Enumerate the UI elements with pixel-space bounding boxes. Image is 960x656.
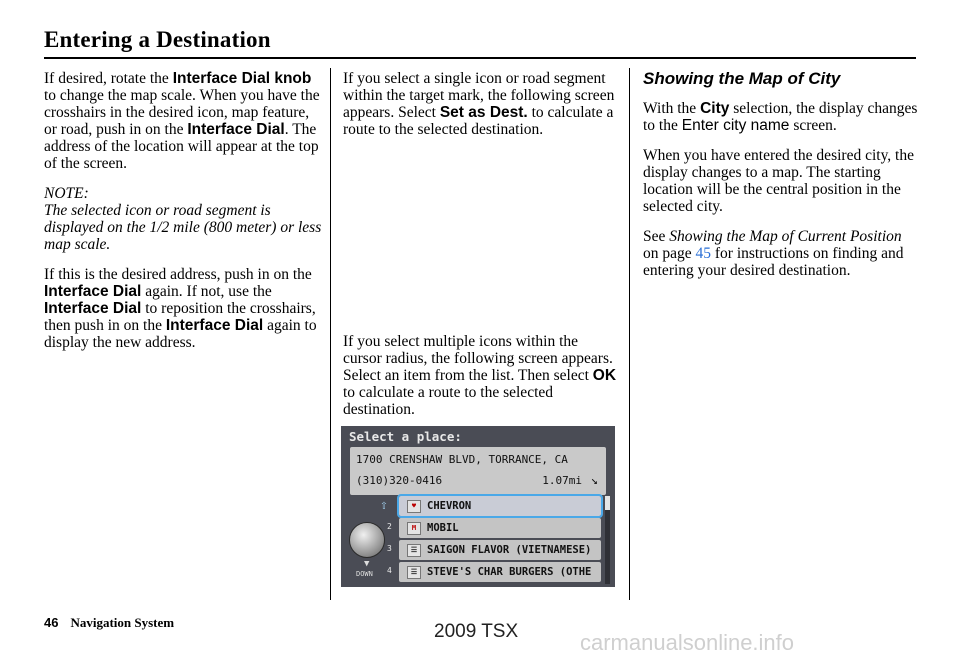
ok-term: OK [592, 367, 617, 384]
section-name: Navigation System [70, 615, 175, 630]
title-rule [44, 57, 916, 59]
paragraph-city-map: When you have entered the desired city, the display changes to a map. The starting location will be the central position in the selected city. [643, 147, 914, 215]
page-footer [44, 615, 174, 631]
page-number: 46 [44, 615, 59, 630]
column-divider [330, 68, 331, 600]
page-title: Entering a Destination [44, 27, 271, 52]
place-list-item[interactable]: ♥ CHEVRON [399, 496, 601, 516]
place-address: 1700 CRENSHAW BLVD, TORRANCE, CA [356, 453, 568, 466]
select-place-screen [341, 426, 615, 587]
scrollbar-thumb[interactable] [605, 496, 610, 510]
down-label: DOWN [356, 570, 373, 578]
cross-reference-title: Showing the Map of Current Position [669, 228, 902, 245]
paragraph-single-icon: If you select a single icon or road segment within the target mark, the following screen appears. Select Set as Dest. to calculate a route to the selected destination. [343, 70, 615, 138]
interface-dial-term: Interface Dial [44, 283, 142, 300]
place-list-item[interactable]: M MOBIL [399, 518, 601, 538]
section-heading: Showing the Map of City [643, 69, 841, 88]
place-list-item[interactable]: ☰ STEVE'S CHAR BURGERS (OTHE [399, 562, 601, 582]
list-number: 3 [387, 544, 392, 553]
restaurant-icon: ☰ [407, 544, 421, 557]
set-as-dest-term: Set as Dest. [439, 104, 528, 121]
paragraph-confirm-address: If this is the desired address, push in on the Interface Dial again. If not, use the Interface Dial to reposition the crosshairs, then push in on the Interface Dial again to display the new address. [44, 266, 317, 351]
note-text: The selected icon or road segment is displayed on the 1/2 mile (800 meter) or less map scale. [44, 202, 322, 253]
direction-arrow-icon: ↘ [590, 473, 598, 487]
paragraph-city-selection: With the City selection, the display changes to the Enter city name screen. [643, 100, 918, 134]
column-left [44, 70, 322, 364]
scroll-down-icon[interactable]: ▼ [364, 559, 370, 569]
place-info-box [350, 447, 606, 495]
interface-dial-term: Interface Dial [44, 300, 142, 317]
interface-dial-term: Interface Dial [165, 317, 264, 334]
watermark: carmanualsonline.info [580, 630, 795, 655]
column-middle [343, 70, 617, 151]
paragraph-multiple-icons: If you select multiple icons within the cursor radius, the following screen appears. Select an item from the list. Then select OK to calculate a route to the selected destination. [343, 333, 617, 418]
list-scrollbar[interactable] [605, 496, 610, 584]
paragraph-see-also: See Showing the Map of Current Position on page 45 for instructions on finding and entering your desired destination. [643, 228, 904, 279]
gas-station-icon: M [407, 522, 421, 535]
enter-city-name-term: Enter city name [681, 117, 790, 134]
paragraph-rotate-dial: If desired, rotate the Interface Dial knob to change the map scale. When you have the crosshairs in the desired icon, map feature, or road, push in on the Interface Dial. The address of the location will appear at the top of the screen. [44, 70, 320, 172]
restaurant-icon: ☰ [407, 566, 421, 579]
place-list-item[interactable]: ☰ SAIGON FLAVOR (VIETNAMESE) [399, 540, 601, 560]
column-right [643, 70, 919, 292]
page-link[interactable]: 45 [695, 245, 712, 262]
place-phone: (310)320-0416 [356, 474, 443, 487]
column-middle-lower [343, 333, 617, 431]
interface-dial-term: Interface Dial [187, 121, 285, 138]
place-distance: 1.07mi [542, 474, 582, 487]
scroll-up-icon[interactable]: ⇧ [380, 498, 388, 513]
list-number: 2 [387, 522, 392, 531]
interface-dial-term: Interface Dial knob [172, 70, 312, 87]
model-label: 2009 TSX [434, 621, 519, 642]
city-term: City [700, 100, 730, 117]
column-divider [629, 68, 630, 600]
interface-dial-icon [349, 522, 385, 558]
note-label: NOTE: [44, 185, 89, 202]
list-number: 4 [387, 566, 392, 575]
gas-station-icon: ♥ [407, 500, 421, 513]
screen-title: Select a place: [349, 429, 462, 444]
